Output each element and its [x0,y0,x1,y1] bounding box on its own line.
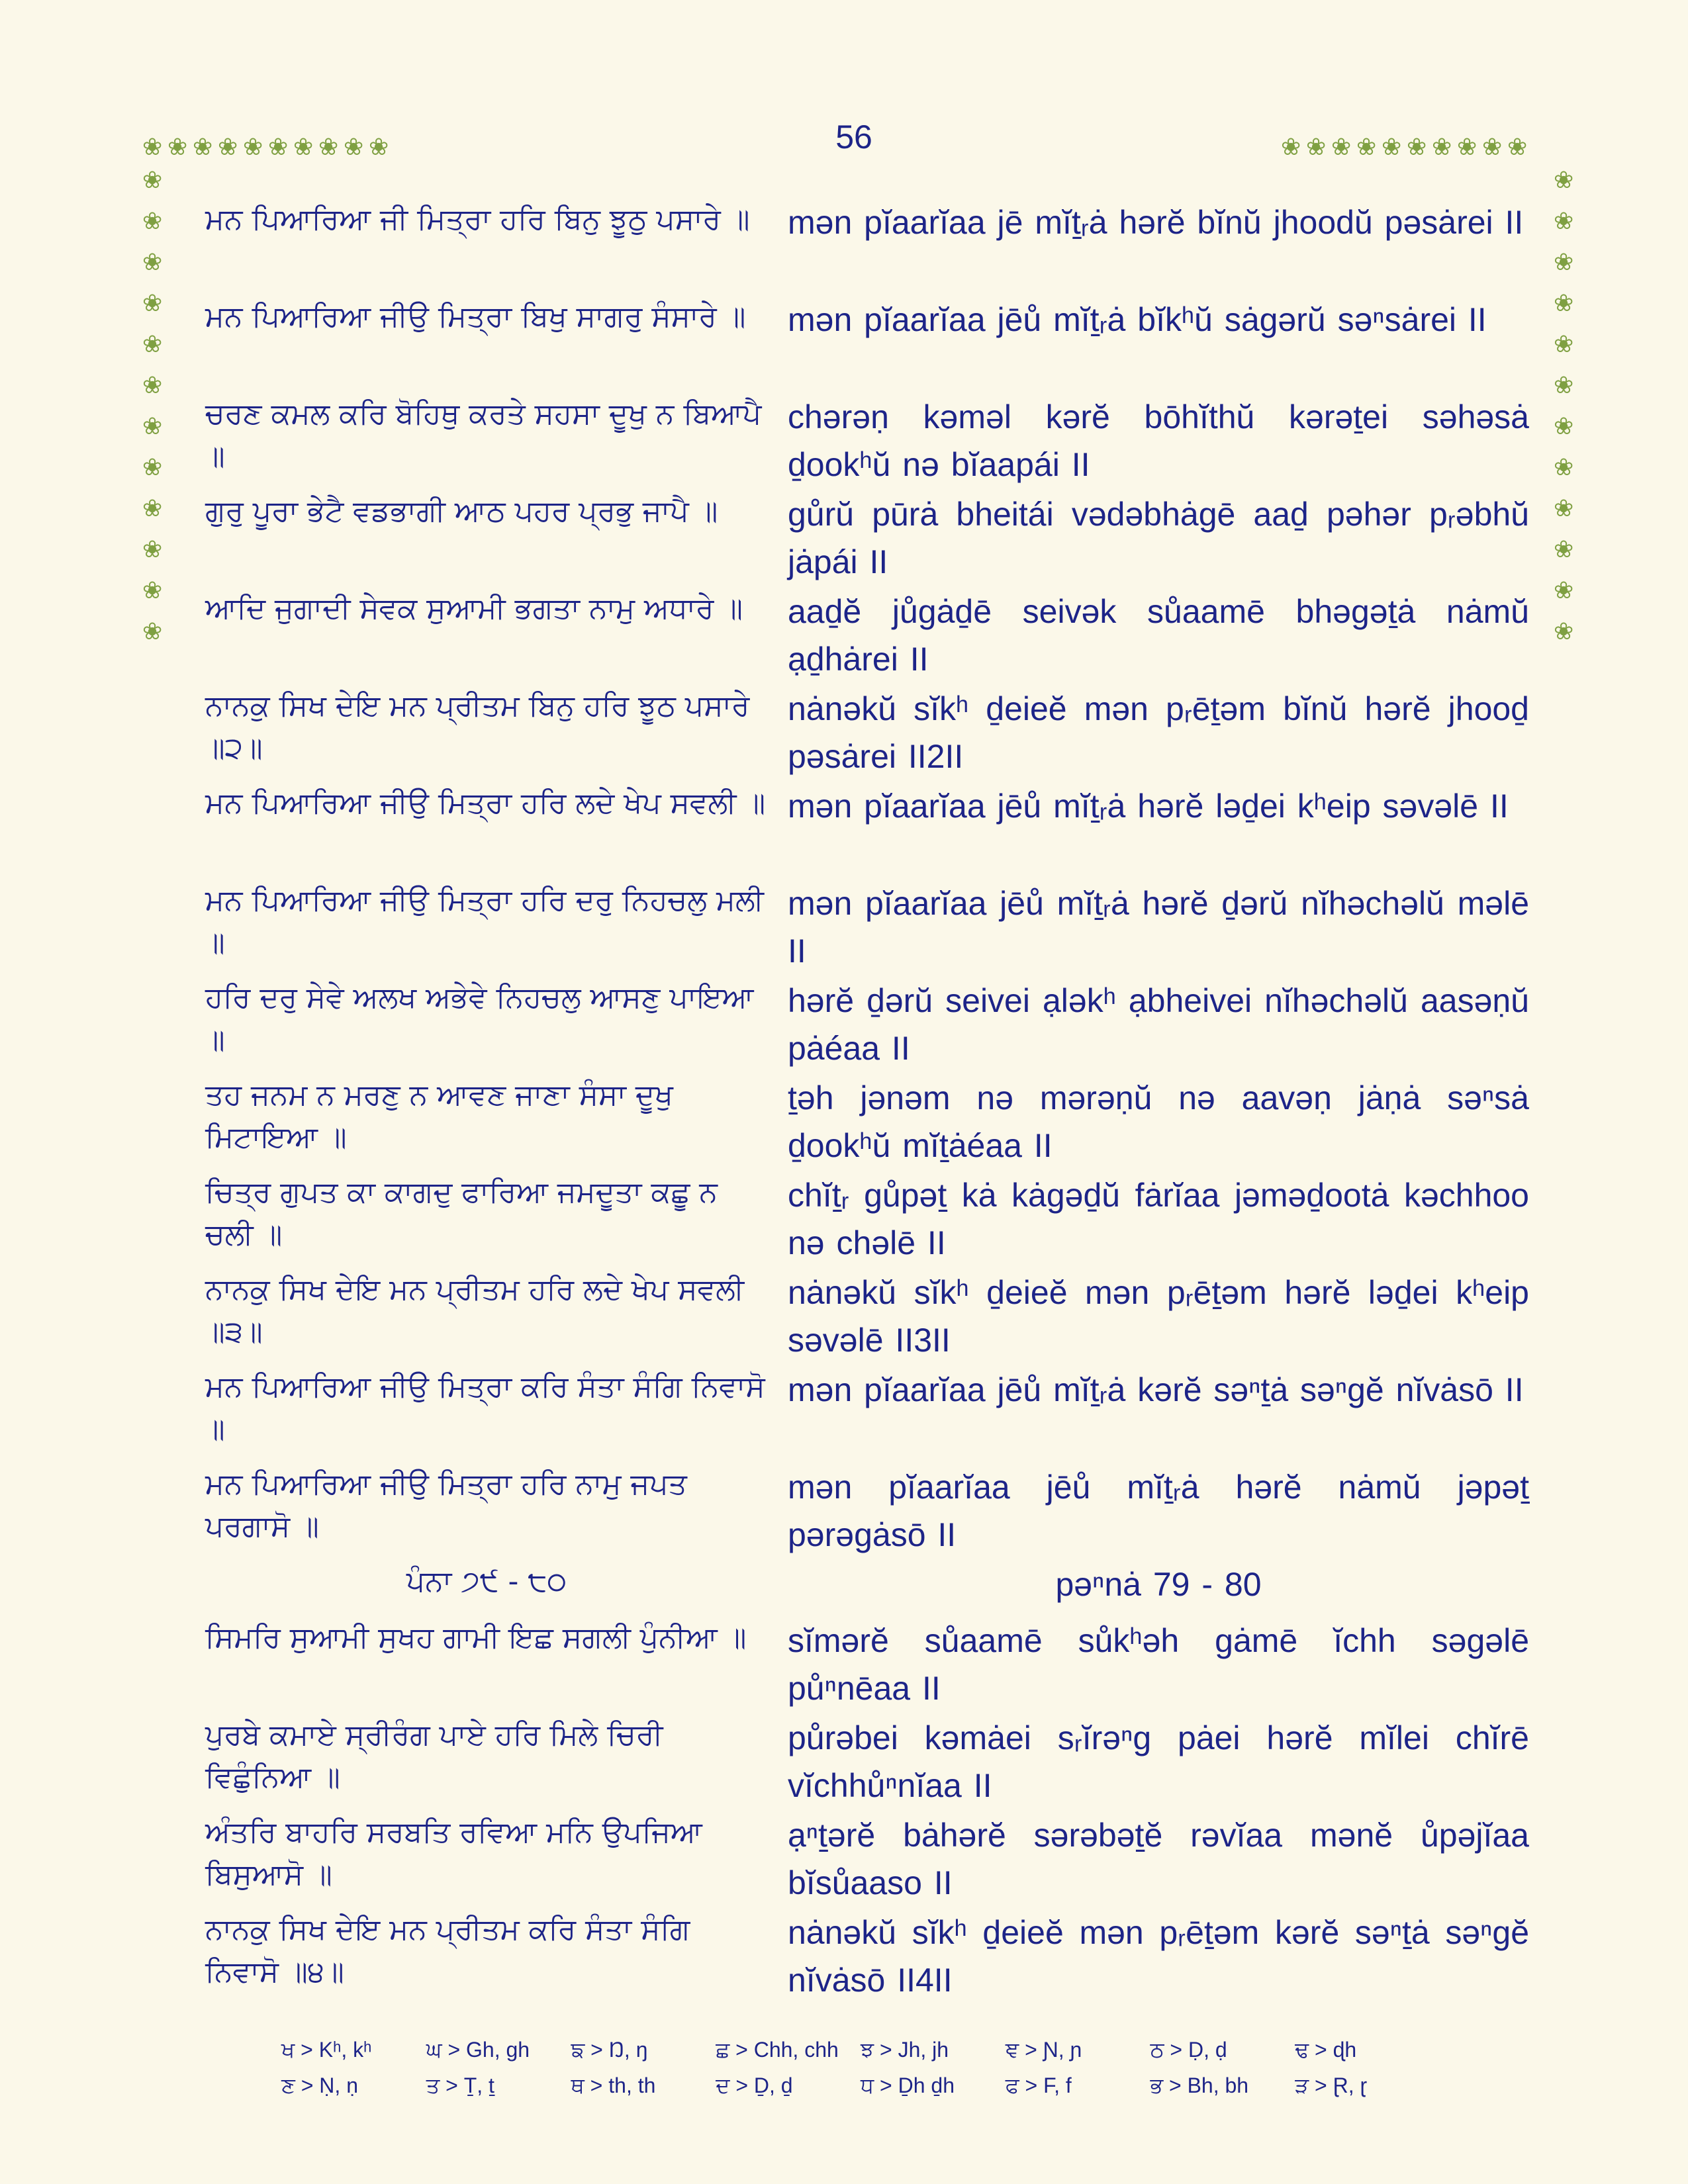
verse-row [205,255,1529,296]
verse-row [205,490,1529,580]
gurmukhi-line: ਨਾਨਕੁ ਸਿਖ ਦੇਇ ਮਨ ਪ੍ਰੀਤਮ ਹਰਿ ਲਦੇ ਖੇਪ ਸਵਲੀ ॥੩॥ [205,1273,745,1349]
verse-row [205,1714,1529,1804]
verse-row [205,685,1529,775]
flower-icon: ❀ [142,495,163,522]
transliteration-legend [281,2032,1440,2103]
flower-icon: ❀ [1432,134,1452,161]
flower-icon: ❀ [293,134,314,161]
transliteration-line: mən pĭaarĭaa jē mĭṯᵣȧ hərĕ bĭnŭ jhoodŭ pəsȧrei II [788,204,1524,241]
transliteration-line: nȧnəkŭ sĭkʰ ḏeieĕ mən pᵣēṯəm hərĕ ləḏei kʰeip səvəlē II3II [788,1274,1529,1359]
flower-icon: ❀ [1554,577,1574,604]
flower-icon: ❀ [1554,618,1574,645]
gurmukhi-line: ਨਾਨਕੁ ਸਿਖ ਦੇਇ ਮਨ ਪ੍ਰੀਤਮ ਕਰਿ ਸੰਤਾ ਸੰਗਿ ਨਿਵਾਸੋ ॥੪॥ [205,1913,690,1989]
legend-item: ਛ > Chh, chh [716,2038,839,2062]
flower-icon: ❀ [167,134,188,161]
flower-icon: ❀ [142,413,163,440]
flower-icon: ❀ [1554,495,1574,522]
verse-row [205,1171,1529,1261]
flower-icon: ❀ [1306,134,1327,161]
legend-item: ਦ > Ḏ, ḏ [716,2073,793,2097]
flower-icon: ❀ [1382,134,1402,161]
flower-icon: ❀ [1554,536,1574,563]
verse-row [205,393,1529,483]
transliteration-line: mən pĭaarĭaa jēů mĭṯᵣȧ hərĕ nȧmŭ jəpəṯ pərəgȧsō II [788,1469,1529,1553]
legend-item: ਧ > Ḏh ḏh [861,2073,955,2097]
legend-item: ਙ > Ŋ, ŋ [571,2038,648,2062]
flower-icon: ❀ [142,167,163,194]
legend-item: ਘ > Gh, gh [426,2038,530,2062]
transliteration-line: chərəṇ kəməl kərĕ bōhĭthŭ kərəṯei səhəsȧ ḏookʰŭ nə bĭaapái II [788,398,1529,483]
flower-icon: ❀ [1507,134,1528,161]
flower-icon: ❀ [142,331,163,358]
page-reference-gurmukhi: ਪੰਨਾ ੭੯ - ੮੦ [406,1565,567,1598]
flower-icon: ❀ [142,290,163,317]
verse-row [205,880,1529,970]
flower-icon: ❀ [218,134,238,161]
legend-item: ਝ > Jh, jh [861,2038,949,2062]
flower-icon: ❀ [1554,331,1574,358]
verse-row [205,1269,1529,1359]
legend-row [281,2032,1440,2068]
flower-icon: ❀ [1281,134,1301,161]
flower-icon: ❀ [1554,413,1574,440]
legend-item: ਠ > Ḍ, ḍ [1150,2038,1227,2062]
transliteration-line: půrəbei kəmȧei sᵣĭrəⁿg pȧei hərĕ mĭlei chĭrē vĭchhůⁿnĭaa II [788,1719,1529,1804]
flower-icon: ❀ [1554,249,1574,276]
legend-item: ਥ > th, th [571,2073,656,2097]
legend-item: ਞ > Ɲ, ɲ [1005,2038,1082,2062]
transliteration-line: nȧnəkŭ sĭkʰ ḏeieĕ mən pᵣēṯəm bĭnŭ hərĕ jhooḏ pəsȧrei II2II [788,690,1529,775]
legend-item: ੜ > Ɽ, ɽ [1295,2073,1368,2097]
gurmukhi-line: ਅੰਤਰਿ ਬਾਹਰਿ ਸਰਬਤਿ ਰਵਿਆ ਮਨਿ ਉਪਜਿਆ ਬਿਸੁਆਸੋ ॥ [205,1815,702,1891]
flower-icon: ❀ [142,134,163,161]
flower-icon: ❀ [142,577,163,604]
flower-icon: ❀ [318,134,339,161]
gurmukhi-line: ਮਨ ਪਿਆਰਿਆ ਜੀਉ ਮਿਤ੍ਰਾ ਹਰਿ ਦਰੁ ਨਿਹਚਲੁ ਮਲੀ ॥ [205,884,764,960]
flower-icon: ❀ [1554,372,1574,399]
transliteration-line: mən pĭaarĭaa jēů mĭṯᵣȧ hərĕ ləḏei kʰeip səvəlē II [788,788,1509,825]
flower-icon: ❀ [1554,167,1574,194]
verse-row [205,296,1529,352]
verse-row [205,782,1529,839]
legend-item: ਤ > Ṯ, ṯ [426,2073,494,2097]
gurmukhi-line: ਚਰਣ ਕਮਲ ਕਰਿ ਬੋਹਿਥੁ ਕਰਤੇ ਸਹਸਾ ਦੂਖੁ ਨ ਬਿਆਪੈ ॥ [205,397,762,473]
gurmukhi-line: ਗੁਰੁ ਪੂਰਾ ਭੇਟੈ ਵਡਭਾਗੀ ਆਠ ਪਹਰ ਪ੍ਰਭੁ ਜਾਪੈ ॥ [205,494,718,528]
flower-icon: ❀ [1331,134,1352,161]
flower-icon: ❀ [369,134,389,161]
page-reference-transliteration: pəⁿnȧ 79 - 80 [1055,1566,1262,1603]
verse-row [205,1909,1529,1999]
gurmukhi-line: ਮਨ ਪਿਆਰਿਆ ਜੀਉ ਮਿਤ੍ਰਾ ਕਰਿ ਸੰਤਾ ਸੰਗਿ ਨਿਵਾਸੋ ॥ [205,1370,765,1446]
flower-icon: ❀ [1457,134,1477,161]
page-number: 56 [835,118,872,156]
gurmukhi-line: ਤਹ ਜਨਮ ਨ ਮਰਣੁ ਨ ਆਵਣ ਜਾਣਾ ਸੰਸਾ ਦੂਖੁ ਮਿਟਾਇਆ ॥ [205,1078,673,1154]
legend-item: ਫ > F, f [1005,2073,1072,2097]
transliteration-line: mən pĭaarĭaa jēů mĭṯᵣȧ bĭkʰŭ sȧgərŭ səⁿsȧrei II [788,301,1487,338]
flower-icon: ❀ [1482,134,1503,161]
verse-table [205,199,1529,1999]
transliteration-line: chĭṯᵣ gůpəṯ kȧ kȧgəḏŭ fȧrĭaa jəməḏootȧ kəchhoo nə chəlē II [788,1177,1529,1261]
gurmukhi-line: ਸਿਮਰਿ ਸੁਆਮੀ ਸੁਖਹ ਗਾਮੀ ਇਛ ਸਗਲੀ ਪੁੰਨੀਆ ॥ [205,1621,747,1655]
transliteration-line: hərĕ ḏərŭ seivei ạləkʰ ạbheivei nĭhəchəlŭ aasəṇŭ pȧéaa II [788,982,1529,1067]
flower-icon: ❀ [142,618,163,645]
flower-icon: ❀ [1554,208,1574,235]
verse-row [205,1074,1529,1164]
legend-item: ਣ > Ṇ, ṇ [281,2073,358,2097]
verse-row [205,588,1529,678]
transliteration-line: nȧnəkŭ sĭkʰ ḏeieĕ mən pᵣēṯəm kərĕ səⁿṯȧ səⁿgĕ nĭvȧsō II4II [788,1914,1529,1999]
transliteration-line: ṯəh jənəm nə mərəṇŭ nə aavəṇ jȧṇȧ səⁿsȧ ḏookʰŭ mĭṯȧéaa II [788,1079,1529,1164]
flower-icon: ❀ [193,134,213,161]
transliteration-line: sĭmərĕ sůaamē sůkʰəh gȧmē ĭchh səgəlē půⁿnēaa II [788,1622,1529,1707]
legend-item: ਖ > Kʰ, kʰ [281,2038,372,2062]
transliteration-line: mən pĭaarĭaa jēů mĭṯᵣȧ kərĕ səⁿṯȧ səⁿgĕ nĭvȧsō II [788,1371,1524,1408]
verse-row [205,1617,1529,1707]
verse-row [205,977,1529,1067]
gurmukhi-line: ਹਰਿ ਦਰੁ ਸੇਵੇ ਅਲਖ ਅਭੇਵੇ ਨਿਹਚਲੁ ਆਸਣੁ ਪਾਇਆ ॥ [205,981,754,1057]
verse-row [205,1366,1529,1446]
gurmukhi-line: ਪੁਰਬੇ ਕਮਾਏ ਸ੍ਰੀਰੰਗ ਪਾਏ ਹਰਿ ਮਿਲੇ ਚਿਰੀ ਵਿਛੁੰਨਿਆ ॥ [205,1718,663,1794]
transliteration-line: mən pĭaarĭaa jēů mĭṯᵣȧ hərĕ ḏərŭ nĭhəchəlŭ məlē II [788,885,1529,970]
flower-icon: ❀ [142,249,163,276]
legend-row [281,2068,1440,2103]
gurmukhi-line: ਮਨ ਪਿਆਰਿਆ ਜੀਉ ਮਿਤ੍ਰਾ ਹਰਿ ਨਾਮੁ ਜਪਤ ਪਰਗਾਸੋ ॥ [205,1467,687,1543]
flower-icon: ❀ [142,372,163,399]
transliteration-line: aaḏĕ jůgȧḏē seivək sůaamē bhəgəṯȧ nȧmŭ ạḏhȧrei II [788,593,1529,678]
flower-icon: ❀ [344,134,364,161]
gurmukhi-line: ਨਾਨਕੁ ਸਿਖ ਦੇਇ ਮਨ ਪ੍ਰੀਤਮ ਬਿਨੁ ਹਰਿ ਝੂਠ ਪਸਾਰੇ ॥੨॥ [205,689,750,765]
flower-icon: ❀ [1554,454,1574,481]
gurmukhi-line: ਮਨ ਪਿਆਰਿਆ ਜੀਉ ਮਿਤ੍ਰਾ ਹਰਿ ਲਦੇ ਖੇਪ ਸਵਲੀ ॥ [205,786,766,820]
gurmukhi-line: ਮਨ ਪਿਆਰਿਆ ਜੀ ਮਿਤ੍ਰਾ ਹਰਿ ਬਿਨੁ ਝੂਠੁ ਪਸਾਰੇ ॥ [205,203,750,236]
flower-icon: ❀ [1356,134,1377,161]
page-reference-row [205,1561,1529,1617]
flower-icon: ❀ [268,134,289,161]
flower-icon: ❀ [1554,290,1574,317]
gurmukhi-line: ਮਨ ਪਿਆਰਿਆ ਜੀਉ ਮਿਤ੍ਰਾ ਬਿਖੁ ਸਾਗਰੁ ਸੰਸਾਰੇ ॥ [205,300,746,334]
transliteration-line: ạⁿṯərĕ bȧhərĕ sərəbəṯĕ rəvĭaa mənĕ ůpəjĭaa bĭsůaaso II [788,1817,1529,1901]
verse-row [205,1811,1529,1901]
flower-icon: ❀ [243,134,263,161]
gurmukhi-line: ਚਿਤ੍ਰ ਗੁਪਤ ਕਾ ਕਾਗਦੁ ਫਾਰਿਆ ਜਮਦੂਤਾ ਕਛੂ ਨ ਚਲੀ ॥ [205,1175,718,1251]
verse-row [205,1463,1529,1553]
flower-icon: ❀ [142,208,163,235]
transliteration-line: gůrŭ pūrȧ bheitái vədəbhȧgē aaḏ pəhər pᵣəbhŭ jȧpái II [788,496,1529,580]
flower-icon: ❀ [142,454,163,481]
gurmukhi-line: ਆਦਿ ਜੁਗਾਦੀ ਸੇਵਕ ਸੁਆਮੀ ਭਗਤਾ ਨਾਮੁ ਅਧਾਰੇ ॥ [205,592,743,625]
legend-item: ਢ > ɖh [1295,2038,1357,2062]
flower-icon: ❀ [142,536,163,563]
flower-icon: ❀ [1407,134,1427,161]
legend-item: ਭ > Bh, bh [1150,2073,1249,2097]
verse-row [205,199,1529,255]
